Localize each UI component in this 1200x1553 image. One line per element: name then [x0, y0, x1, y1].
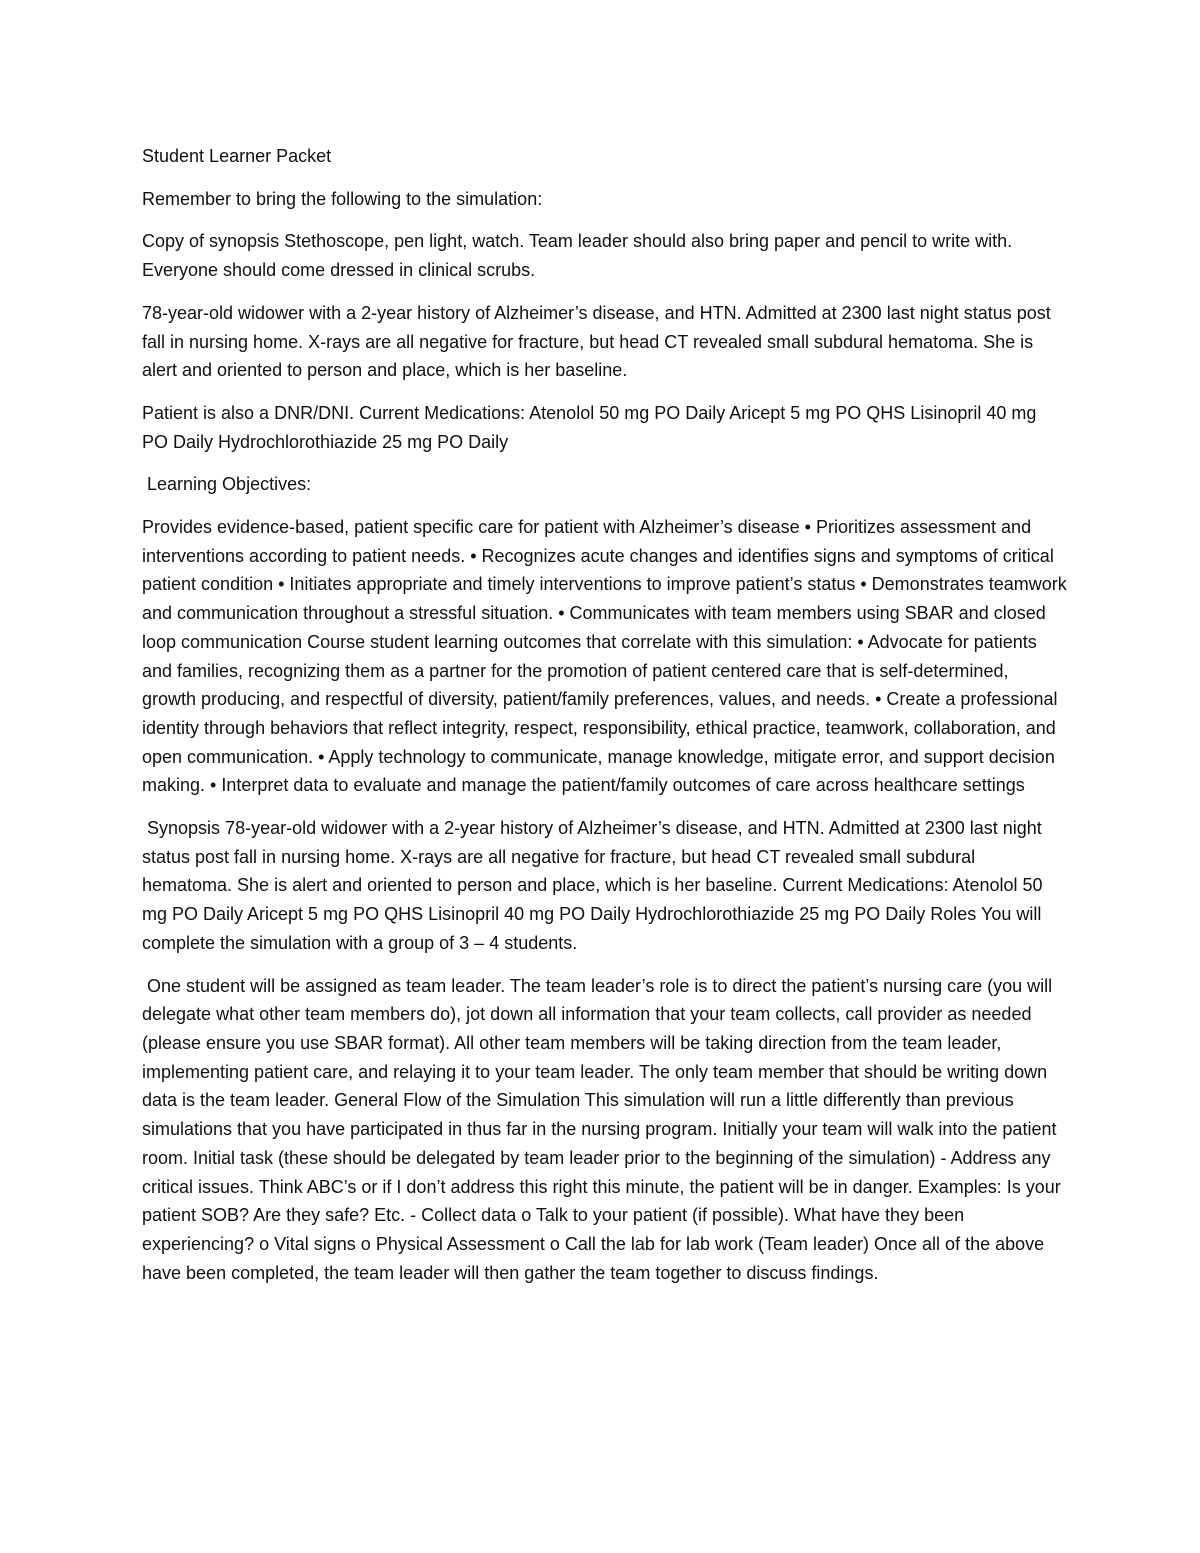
- learning-objectives-heading: Learning Objectives:: [142, 474, 312, 495]
- bring-items-paragraph: Copy of synopsis Stethoscope, pen light, watch. Team leader should also bring paper and pencil to write with. Everyone should come dressed in clinical scrubs.: [142, 231, 1013, 281]
- learning-objectives-paragraph: Provides evidence-based, patient specific care for patient with Alzheimer’s disease • Prioritizes assessment and interventions according to patient needs. • Recognizes acute changes and identifies signs and symptoms of critical patient condition • Initiates appropriate and timely interventions to improve patient’s status • Demonstrates teamwork and communication throughout a stressful situation. • Communicates with team members using SBAR and closed loop communication Course student learning outcomes that correlate with this simulation: • Advocate for patients and families, recognizing them as a partner for the promotion of patient centered care that is self-determined, growth producing, and respectful of diversity, patient/family preferences, values, and needs. • Create a professional identity through behaviors that reflect integrity, respect, responsibility, ethical practice, teamwork, collaboration, and open communication. • Apply technology to communicate, manage knowledge, mitigate error, and support decision making. • Interpret data to evaluate and manage the patient/family outcomes of care across healthcare settings: [142, 517, 1067, 796]
- patient-summary-paragraph: 78-year-old widower with a 2-year history of Alzheimer’s disease, and HTN. Admitted at 2300 last night status post fall in nursing home. X-rays are all negative for fracture, but head CT revealed small subdural hematoma. She is alert and oriented to person and place, which is her baseline.: [142, 302, 1051, 381]
- bring-intro-paragraph: Remember to bring the following to the simulation:: [142, 188, 543, 209]
- team-leader-flow-paragraph: One student will be assigned as team leader. The team leader’s role is to direct the patient’s nursing care (you will delegate what other team members do), jot down all information that your team collects, call provider as needed (please ensure you use SBAR format). All other team members will be taking direction from the team leader, implementing patient care, and relaying it to your team leader. The only team member that should be writing down data is the team leader. General Flow of the Simulation This simulation will run a little differently than previous simulations that you have participated in thus far in the nursing program. Initially your team will walk into the patient room. Initial task (these should be delegated by team leader prior to the beginning of the simulation) - Address any critical issues. Think ABC’s or if I don’t address this right this minute, the patient will be in danger. Examples: Is your patient SOB? Are they safe? Etc. - Collect data o Talk to your patient (if possible). What have they been experiencing? o Vital signs o Physical Assessment o Call the lab for lab work (Team leader) Once all of the above have been completed, the team leader will then gather the team together to discuss findings.: [142, 975, 1066, 1283]
- document-title: Student Learner Packet: [142, 146, 332, 166]
- document-page: [142, 142, 1067, 1301]
- synopsis-roles-paragraph: Synopsis 78-year-old widower with a 2-year history of Alzheimer’s disease, and HTN. Admitted at 2300 last night status post fall in nursing home. X-rays are all negative for fracture, but head CT revealed small subdural hematoma. She is alert and oriented to person and place, which is her baseline. Current Medications: Atenolol 50 mg PO Daily Aricept 5 mg PO QHS Lisinopril 40 mg PO Daily Hydrochlorothiazide 25 mg PO Daily Roles You will complete the simulation with a group of 3 – 4 students.: [142, 818, 1048, 953]
- code-status-medications-paragraph: Patient is also a DNR/DNI. Current Medications: Atenolol 50 mg PO Daily Aricept 5 mg PO QHS Lisinopril 40 mg PO Daily Hydrochlorothiazide 25 mg PO Daily: [142, 402, 1037, 452]
